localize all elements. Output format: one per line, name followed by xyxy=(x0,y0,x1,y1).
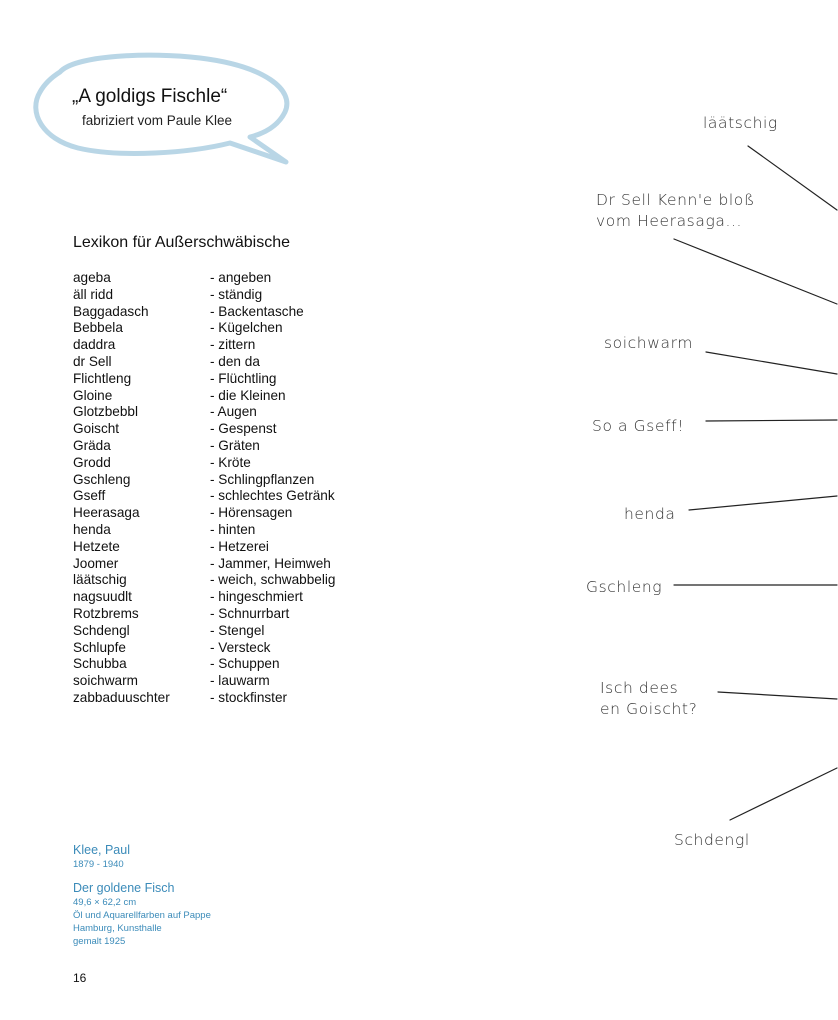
lexicon-definition: - stockfinster xyxy=(210,689,288,705)
lexicon-term: Schlupfe xyxy=(73,639,126,655)
lexicon-term: Rotzbrems xyxy=(73,605,139,621)
credit-date: gemalt 1925 xyxy=(73,936,126,947)
page-number: 16 xyxy=(73,971,87,985)
lexicon-term: Schubba xyxy=(73,656,127,672)
lexicon-term: Joomer xyxy=(73,555,119,571)
lexicon-definition: - weich, schwabbelig xyxy=(210,572,336,588)
lexicon-definition: - Versteck xyxy=(210,639,271,655)
line-schdengl xyxy=(730,768,837,820)
line-goischt xyxy=(718,692,837,699)
lexicon-term: zabbaduuschter xyxy=(73,689,170,705)
line-henda xyxy=(689,496,837,510)
lexicon-term: Gloine xyxy=(73,387,113,403)
lexicon-definition: - Stengel xyxy=(210,622,265,638)
bubble-subtitle: fabriziert vom Paule Klee xyxy=(82,113,233,128)
lexicon-definition: - Schuppen xyxy=(210,656,280,672)
lexicon-definition: - Flüchtling xyxy=(210,370,277,386)
lexicon-term: äll ridd xyxy=(73,286,114,302)
lexicon-definition: - den da xyxy=(210,353,260,369)
lexicon-term: Gschleng xyxy=(73,471,131,487)
credit-artist: Klee, Paul xyxy=(73,843,130,857)
credit-dimensions: 49,6 × 62,2 cm xyxy=(73,897,137,908)
credit-work-title: Der goldene Fisch xyxy=(73,881,175,895)
lexicon-term: nagsuudlt xyxy=(73,589,132,605)
lexicon-definition: - hingeschmiert xyxy=(210,589,303,605)
lexicon-term: Hetzete xyxy=(73,538,120,554)
lexicon-definition: - Augen xyxy=(210,404,257,420)
lexicon-definition: - die Kleinen xyxy=(210,387,286,403)
lexicon-term: Flichtleng xyxy=(73,370,132,386)
annotation-goischt-line2: en Goischt? xyxy=(600,700,698,718)
lexicon-term: Grodd xyxy=(73,454,111,470)
lexicon-term: läätschig xyxy=(73,572,127,588)
lexicon-term: Goischt xyxy=(73,421,120,437)
lexicon-definition: - Schnurrbart xyxy=(210,605,290,621)
lexicon-term: henda xyxy=(73,521,111,537)
lexicon-definition: - Hörensagen xyxy=(210,505,293,521)
lexicon-term: soichwarm xyxy=(73,673,138,689)
annotation-gseff: So a Gseff! xyxy=(592,417,685,435)
lexicon-term: daddra xyxy=(73,337,116,353)
lexicon-definition: - lauwarm xyxy=(210,673,270,689)
lexicon-definition: - Kügelchen xyxy=(210,320,283,336)
lexicon-term: Gräda xyxy=(73,437,111,453)
bubble-title: „A goldigs Fischle“ xyxy=(72,86,228,107)
lexicon-heading: Lexikon für Außerschwäbische xyxy=(73,234,290,251)
annotation-goischt-line1: Isch dees xyxy=(600,679,679,697)
lexicon-term: Schdengl xyxy=(73,622,130,638)
lexicon-definition: - schlechtes Getränk xyxy=(210,488,335,504)
annotation-henda: henda xyxy=(624,505,676,523)
lexicon-definition: - Jammer, Heimweh xyxy=(210,555,331,571)
lexicon-term: dr Sell xyxy=(73,353,112,369)
lexicon-definition: - Schlingpflanzen xyxy=(210,471,315,487)
annotation-gschleng: Gschleng xyxy=(586,578,663,596)
lexicon-term: Baggadasch xyxy=(73,303,149,319)
annotation-laatschig: läätschig xyxy=(703,114,778,132)
annotation-drsell-line2: vom Heerasaga... xyxy=(596,212,743,230)
line-gseff xyxy=(706,420,837,421)
lexicon-term: Gseff xyxy=(73,488,106,504)
lexicon-definition: - ständig xyxy=(210,286,263,302)
lexicon-term: Bebbela xyxy=(73,320,123,336)
line-soichwarm xyxy=(706,352,837,374)
lexicon-definition: - Hetzerei xyxy=(210,538,269,554)
lexicon-term: Heerasaga xyxy=(73,505,140,521)
lexicon-definition: - Kröte xyxy=(210,454,251,470)
lexicon-definition: - Gräten xyxy=(210,437,260,453)
credit-medium: Öl und Aquarellfarben auf Pappe xyxy=(73,910,211,921)
line-drsell xyxy=(674,239,837,304)
lexicon-term: Glotzbebbl xyxy=(73,404,138,420)
lexicon-definition: - zittern xyxy=(210,337,256,353)
line-laatschig xyxy=(748,146,837,210)
annotation-schdengl: Schdengl xyxy=(674,831,750,849)
credit-location: Hamburg, Kunsthalle xyxy=(73,923,162,934)
lexicon-definition: - Gespenst xyxy=(210,421,277,437)
lexicon-definition: - hinten xyxy=(210,521,256,537)
lexicon-definition: - Backentasche xyxy=(210,303,304,319)
credit-years: 1879 - 1940 xyxy=(73,859,124,870)
lexicon-definition: - angeben xyxy=(210,270,272,285)
annotation-soichwarm: soichwarm xyxy=(604,334,693,352)
lexicon-term: ageba xyxy=(73,270,111,285)
annotation-drsell-line1: Dr Sell Kenn'e bloß xyxy=(596,191,755,209)
